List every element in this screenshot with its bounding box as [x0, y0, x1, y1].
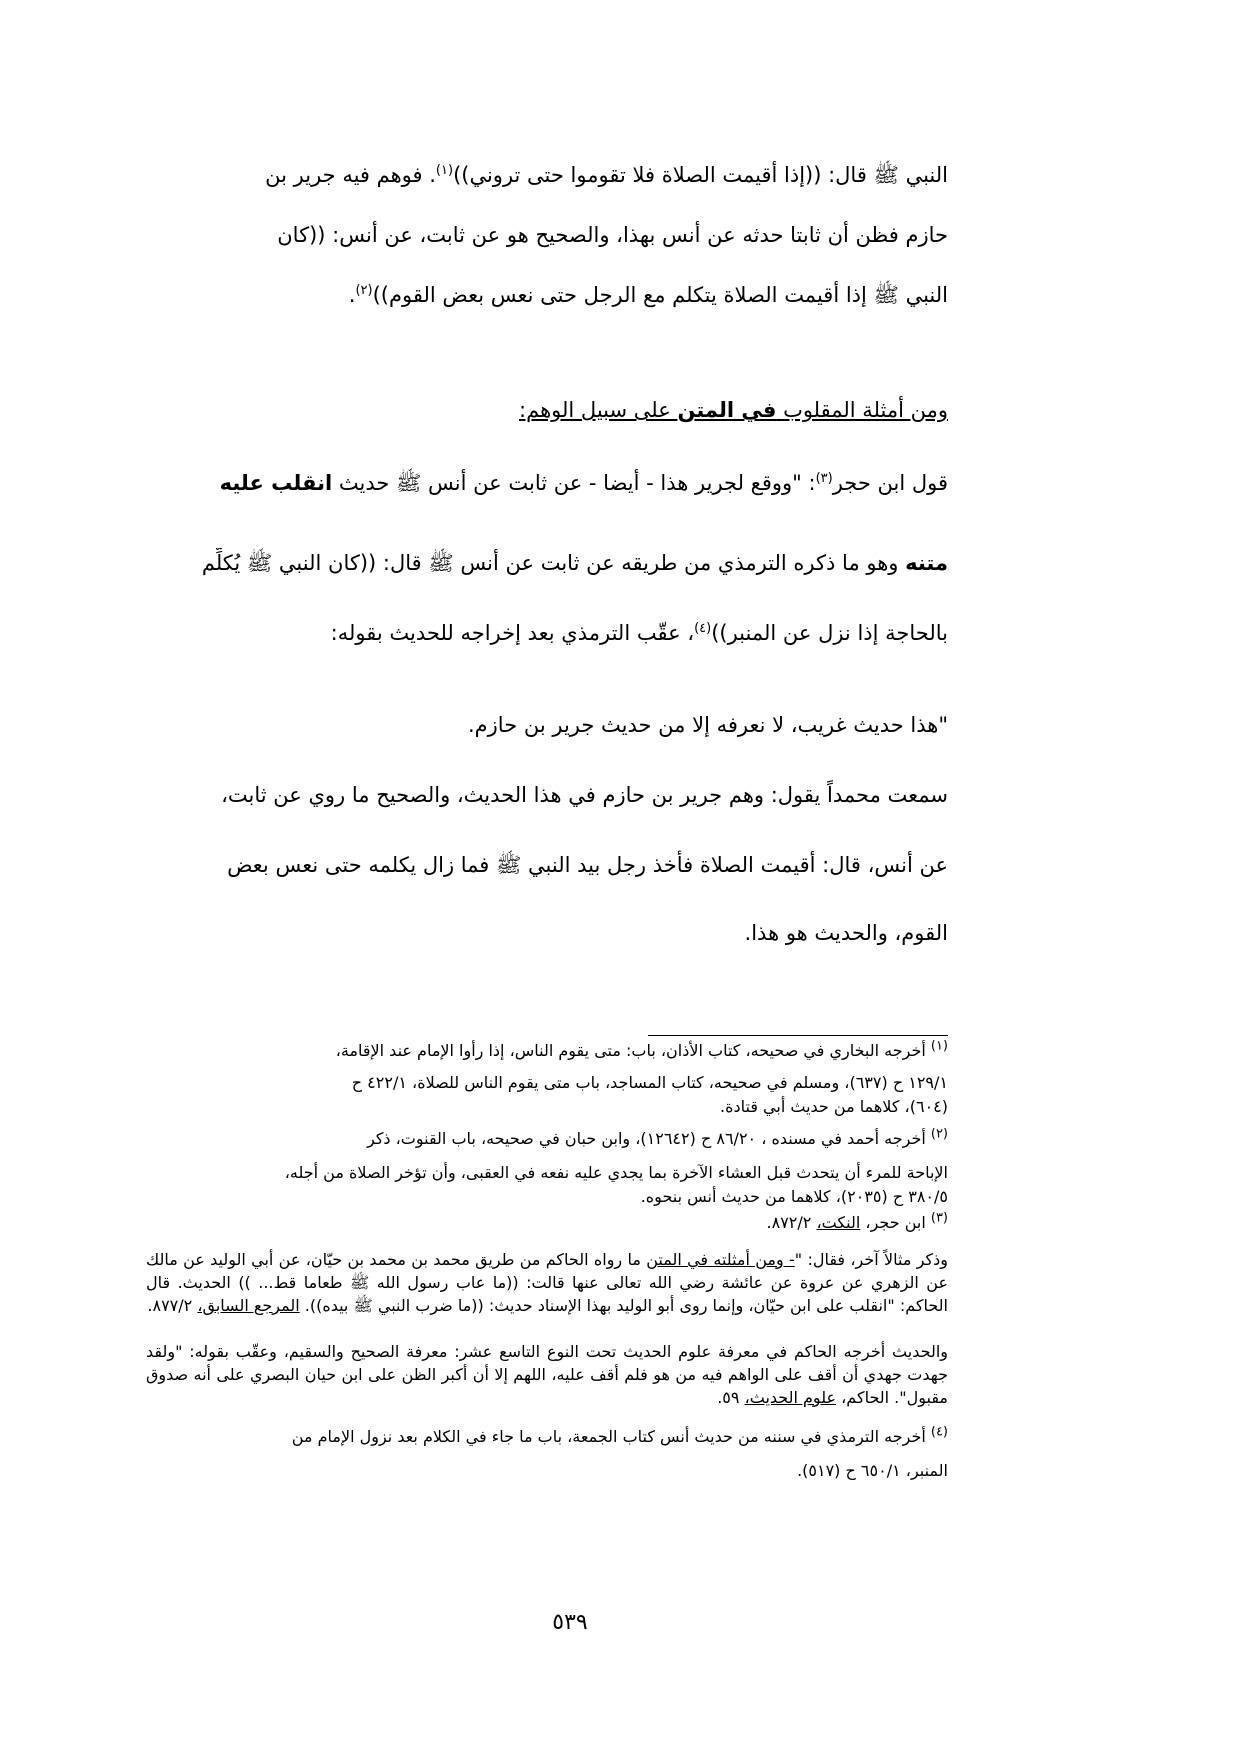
footnote-underlined: - ومن أمثلته في المتن [646, 1250, 795, 1269]
body-line: القوم، والحديث هو هذا. [744, 921, 948, 945]
footnote-4 [146, 1426, 948, 1448]
body-text: : "ووقع لجرير هذا - أيضا - عن ثابت عن أنس ﷺ حديث [332, 471, 816, 495]
footnote-3-paragraph-2 [146, 1340, 948, 1409]
body-line: سمعت محمداً يقول: وهم جرير بن حازم في هذا الحديث، والصحيح ما روي عن ثابت، [221, 783, 948, 807]
footnote-text: ٥٩. [717, 1388, 745, 1407]
body-line [146, 280, 948, 310]
footnote-underlined: المرجع السابق، [197, 1296, 300, 1315]
body-line [146, 468, 948, 498]
body-text: . فوهم فيه جرير بن [265, 163, 436, 187]
body-line: عن أنس، قال: أقيمت الصلاة فأخذ رجل بيد النبي ﷺ فما زال يكلمه حتى نعس بعض [227, 853, 948, 877]
page-number: ٥٣٩ [552, 1610, 588, 1635]
body-text: . [348, 283, 356, 307]
body-line [146, 548, 948, 578]
heading-text: على سبيل الوهم: [519, 398, 678, 422]
heading-text: ومن أمثلة المقلوب [776, 398, 948, 422]
footnote-line: ٣٨٠/٥ ح (٢٠٣٥)، كلاهما من حديث أنس بنحوه. [640, 1187, 948, 1206]
body-line: حازم فظن أن ثابتا حدثه عن أنس بهذا، والصحيح هو عن ثابت، عن أنس: ((كان [277, 223, 948, 247]
footnote-number: (٤) [930, 1426, 948, 1440]
footnote-ref: (٢) [355, 283, 373, 298]
footnote-ref: (٣) [815, 471, 833, 486]
footnote-number: (١) [930, 1040, 948, 1054]
footnote-text: والحديث أخرجه الحاكم في معرفة علوم الحديث تحت النوع التاسع عشر: معرفة الصحيح والسقيم، وعقّب بقوله: "ولقد جهدت جهدي أن أقف على الواهم فيه من هو فلم أقف عليه، اللهم إلا أن أكبر الظن على ابن حيان البصري على أنه صدوق مقبول". الحاكم، [146, 1342, 948, 1407]
body-text: قول ابن حجر [832, 471, 948, 495]
footnote-text: ٨٧٧/٢. [147, 1296, 198, 1315]
footnote-ref: (٤) [694, 621, 712, 636]
footnote-text: وذكر مثالاً آخر، فقال: " [794, 1250, 949, 1269]
footnote-text: ٨٧٢/٢. [766, 1213, 817, 1232]
footnote-underlined: علوم الحديث، [744, 1388, 837, 1407]
quote-line: "هذا حديث غريب، لا نعرفه إلا من حديث جرير بن حازم. [467, 713, 948, 737]
footnote-separator [648, 1035, 948, 1036]
footnote-text: أخرجه أحمد في مسنده ، ٨٦/٢٠ ح (١٢٦٤٢)، وابن حبان في صحيحه، باب القنوت، ذكر [366, 1129, 931, 1148]
body-text: النبي ﷺ إذا أقيمت الصلاة يتكلم مع الرجل حتى نعس بعض القوم)) [372, 283, 948, 307]
footnote-number: (٢) [930, 1128, 948, 1142]
footnote-text: أخرجه الترمذي في سننه من حديث أنس كتاب الجمعة، باب ما جاء في الكلام بعد نزول الإمام من [291, 1427, 931, 1446]
body-text: النبي ﷺ قال: ((إذا أقيمت الصلاة فلا تقوموا حتى تروني)) [453, 163, 948, 187]
footnote-ref: (١) [435, 163, 454, 178]
bold-text: انقلب عليه [219, 471, 333, 495]
footnote-line: ١٢٩/١ ح (٦٣٧)، ومسلم في صحيحه، كتاب المساجد، باب متى يقوم الناس للصلاة، ٤٢٢/١ ح [351, 1073, 948, 1092]
footnote-line: الإباحة للمرء أن يتحدث قبل العشاء الآخرة بما يجدي عليه نفعه في العقبى، وأن تؤخر الصلاة من أجله، [284, 1163, 948, 1182]
footnote-text: ابن حجر، [860, 1213, 931, 1232]
footnote-3-paragraph-1 [146, 1248, 948, 1317]
body-text: ، عقّب الترمذي بعد إخراجه للحديث بقوله: [330, 621, 695, 645]
footnote-underlined: النكت، [816, 1213, 861, 1232]
bold-text: متنه [905, 551, 948, 575]
body-line [146, 160, 948, 190]
section-heading [146, 395, 948, 425]
footnote-number: (٣) [930, 1212, 948, 1226]
body-text: وهو ما ذكره الترمذي من طريقه عن ثابت عن أنس ﷺ قال: ((كان النبي ﷺ يُكلِّم [201, 551, 906, 575]
heading-bold-text: في المتن [677, 398, 777, 422]
body-text: بالحاجة إذا نزل عن المنبر)) [711, 621, 948, 645]
footnote-3 [146, 1212, 948, 1234]
body-line [146, 618, 948, 648]
footnote-text: ما رواه الحاكم من طريق محمد بن محمد بن حيّان، عن أبي الوليد عن مالك عن الزهري عن عروة عن عائشة رضي الله تعالى عنها قالت: ((ما عاب رسول الله ﷺ طعاما قط... )) الحديث. قال الحاكم: "انقلب على ابن حيّان، وإنما روى أبو الوليد بهذا الإسناد حديث: ((ما ضرب النبي ﷺ بيده)). [146, 1250, 948, 1315]
footnote-1 [146, 1040, 948, 1062]
footnote-line: (٦٠٤)، كلاهما من حديث أبي قتادة. [720, 1097, 948, 1116]
footnote-2 [146, 1128, 948, 1150]
footnote-text: أخرجه البخاري في صحيحه، كتاب الأذان، باب: متى يقوم الناس، إذا رأوا الإمام عند الإقامة، [335, 1041, 931, 1060]
footnote-line: المنبر، ٦٥٠/١ ح (٥١٧). [797, 1461, 948, 1480]
